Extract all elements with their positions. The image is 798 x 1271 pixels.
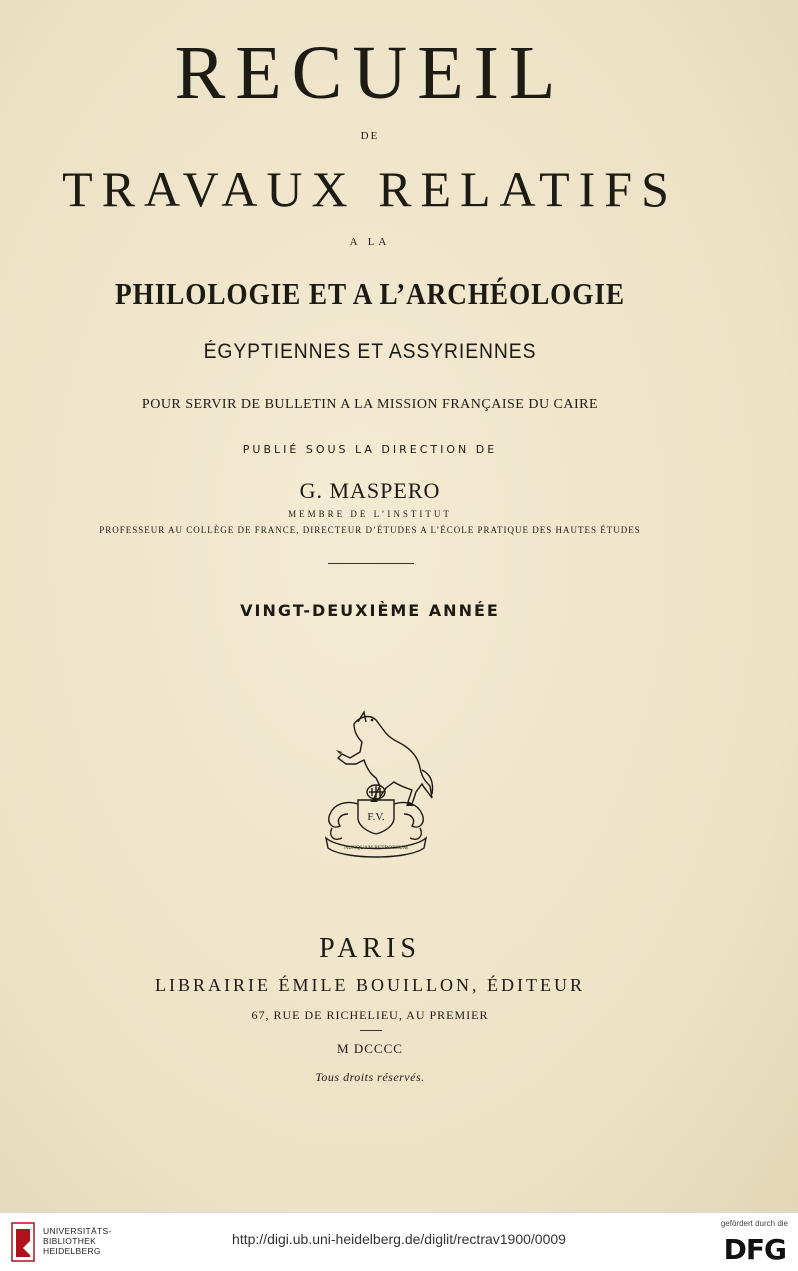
viewer-footer — [0, 1212, 798, 1271]
rights-notice: Tous droits réservés. — [315, 1070, 425, 1084]
rearing-horse-crest-icon — [312, 708, 440, 860]
title-a-la: A LA — [349, 236, 391, 248]
title-philologie: PHILOLOGIE ET A L’ARCHÉOLOGIE — [115, 276, 625, 311]
publie-line: PUBLIÉ SOUS LA DIRECTION DE — [242, 443, 498, 456]
publisher-address: 67, RUE DE RICHELIEU, AU PREMIER — [251, 1008, 489, 1022]
editor-name: G. MASPERO — [299, 478, 441, 503]
publication-date: M DCCCC — [337, 1041, 403, 1056]
emblem-motto: NUNQUAM RETRORSUM — [344, 845, 408, 851]
volume-year: VINGT-DEUXIÈME ANNÉE — [240, 601, 500, 620]
subtitle-servir: POUR SERVIR DE BULLETIN A LA MISSION FRANÇAISE DU CAIRE — [141, 397, 599, 412]
library-name-line3: HEIDELBERG — [43, 1246, 101, 1256]
title-recueil: RECUEIL — [174, 31, 566, 115]
dfg-logo[interactable]: DFG — [723, 1233, 786, 1266]
library-name-line1: UNIVERSITÄTS- — [43, 1226, 112, 1236]
publisher: LIBRAIRIE ÉMILE BOUILLON, ÉDITEUR — [155, 975, 585, 995]
library-name-line2: BIBLIOTHEK — [43, 1236, 97, 1246]
city: PARIS — [319, 933, 421, 964]
subtitle-egyptiennes: ÉGYPTIENNES ET ASSYRIENNES — [203, 340, 537, 363]
editor-membre: MEMBRE DE L’INSTITUT — [288, 509, 452, 519]
funding-caption: gefördert durch die — [720, 1219, 788, 1228]
divider-rule — [328, 563, 414, 564]
permalink-url[interactable]: http://digi.ub.uni-heidelberg.de/diglit/rectrav1900/0009 — [232, 1231, 566, 1247]
small-divider-rule — [360, 1030, 382, 1031]
title-travaux: TRAVAUX RELATIFS — [62, 161, 678, 217]
editor-professeur: PROFESSEUR AU COLLÈGE DE FRANCE, DIRECTEUR D’ÉTUDES A L’ÉCOLE PRATIQUE DES HAUTES ÉTUDES — [99, 525, 641, 535]
emblem-initials: F.V. — [367, 811, 385, 823]
title-de: DE — [360, 130, 380, 142]
